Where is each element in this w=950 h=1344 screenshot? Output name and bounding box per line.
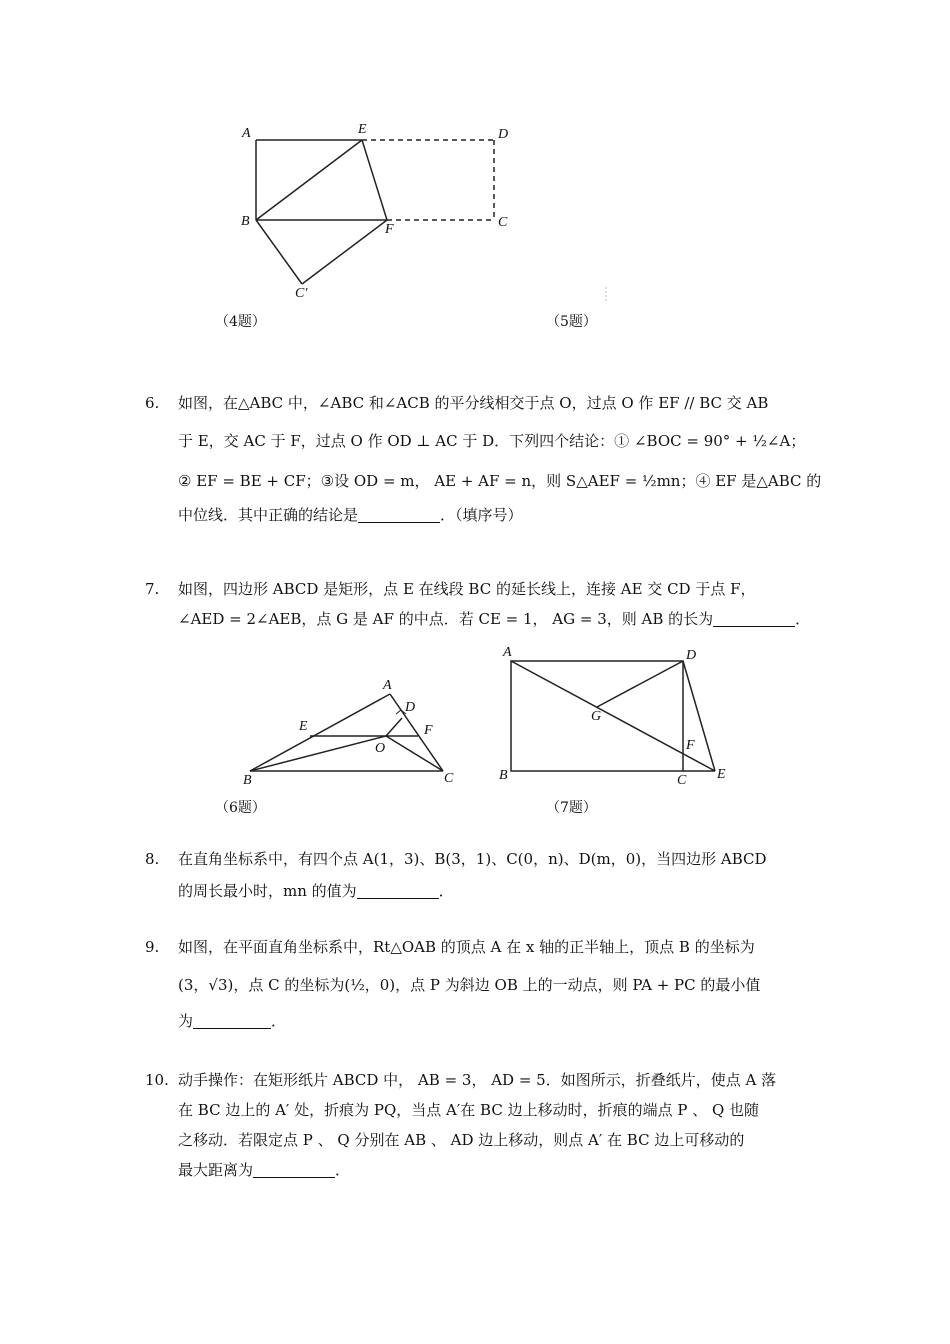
question-line: (3，√3)，点 C 的坐标为(½，0)，点 P 为斜边 OB 上的一动点，则 PA + PC 的最小值 [178,976,761,994]
question-line: ∠AED = 2∠AEB，点 G 是 AF 的中点．若 CE = 1， AG = 3，则 AB 的长为 [178,610,714,628]
fig6-label-F: F [424,723,433,738]
answer-blank[interactable] [713,608,795,627]
question-line: 如图，在平面直角坐标系中，Rt△OAB 的顶点 A 在 x 轴的正半轴上，顶点 B 的坐标为 [178,938,755,956]
question-line: 为 [178,1012,194,1030]
fig6-segment-OC [386,736,443,771]
question-tail: ． [438,882,454,900]
fig6-segment-OD [386,718,402,736]
fig4-label-B: B [241,214,250,229]
fig6-segment-BA [250,694,390,771]
answer-blank[interactable] [358,504,440,523]
question-9 [145,932,825,1036]
fig7-segment-DE [683,661,715,771]
question-tail: ．（填序号） [440,506,523,524]
fig7-label-D: D [686,648,697,663]
question-tail: ． [271,1012,287,1030]
question-tail: ． [795,610,811,628]
question-line: 之移动．若限定点 P 、 Q 分别在 AB 、 AD 边上移动，则点 A′ 在 BC 边上可移动的 [178,1131,745,1149]
fig6-label-E: E [299,719,308,734]
question-line: 动手操作：在矩形纸片 ABCD 中， AB = 3， AD = 5．如图所示，折叠纸片，使点 A 落 [178,1071,777,1089]
fig7-segment-AE [511,661,715,771]
fig6-segment-AC [390,694,443,771]
fig6-label-A: A [383,678,392,693]
question-number: 9. [145,938,160,956]
question-line: 在 BC 边上的 A′ 处，折痕为 PQ，当点 A′在 BC 边上移动时，折痕的端点 P 、 Q 也随 [178,1101,760,1119]
fig6-label-O: O [375,741,386,756]
fig4-label-C-prime: C′ [295,286,308,301]
fig7-label-E: E [717,767,726,782]
answer-blank[interactable] [193,1010,271,1029]
fig5-caption: （5题） [546,314,597,330]
fig7-segment-GD [597,661,683,707]
answer-blank[interactable] [357,880,439,899]
fig4-segment-EF [362,140,387,220]
question-10 [145,1065,825,1185]
question-number: 10. [145,1071,169,1089]
fig6-label-D: D [405,700,416,715]
question-number: 8. [145,850,160,868]
fig4-label-C: C [498,215,508,230]
question-number: 7. [145,580,160,598]
question-line: 最大距离为 [178,1161,254,1179]
question-line: 的周长最小时，mn 的值为 [178,882,357,900]
question-8 [145,844,825,906]
fig7-label-A: A [503,645,512,660]
fig4-label-A: A [242,126,251,141]
question-number: 6. [145,394,160,412]
fig4-segment-BE [256,140,362,220]
fig4-label-D: D [498,127,509,142]
fig7-label-F: F [686,738,695,753]
question-line: ② EF = BE + CF；③设 OD = m， AE + AF = n，则 S△AEF = ½mn；④ EF 是△ABC 的 [178,472,822,490]
fig7-label-G: G [591,709,602,724]
fig4-caption: （4题） [215,314,266,330]
answer-blank[interactable] [253,1159,335,1178]
question-line: 如图，在△ABC 中，∠ABC 和∠ACB 的平分线相交于点 O，过点 O 作 EF // BC 交 AB [178,394,769,412]
fig4-label-F: F [385,222,394,237]
question-7 [145,574,825,634]
question-line: 如图，四边形 ABCD 是矩形，点 E 在线段 BC 的延长线上，连接 AE 交 CD 于点 F， [178,580,756,598]
question-line: 于 E，交 AC 于 F，过点 O 作 OD ⊥ AC 于 D．下列四个结论：① ∠BOC = 90° + ½∠A； [178,432,806,450]
fig4-label-E: E [358,122,367,137]
fig7-caption: （7题） [546,800,597,816]
question-line: 在直角坐标系中，有四个点 A(1，3)、B(3，1)、C(0，n)、D(m，0)，当四边形 ABCD [178,850,767,868]
fig6-label-C: C [444,771,454,786]
fig6-label-B: B [243,773,252,788]
fig7-label-C: C [677,773,687,788]
fig6-segment-BO [250,736,386,771]
fig6-caption: （6题） [215,800,266,816]
fig7-label-B: B [499,768,508,783]
question-line: 中位线．其中正确的结论是 [178,506,359,524]
fig4-segment-C-prime-F [302,220,387,284]
fig4-segment-BC-prime [256,220,302,284]
question-tail: ． [335,1161,351,1179]
figure-7 [511,661,715,771]
question-6 [145,388,825,530]
